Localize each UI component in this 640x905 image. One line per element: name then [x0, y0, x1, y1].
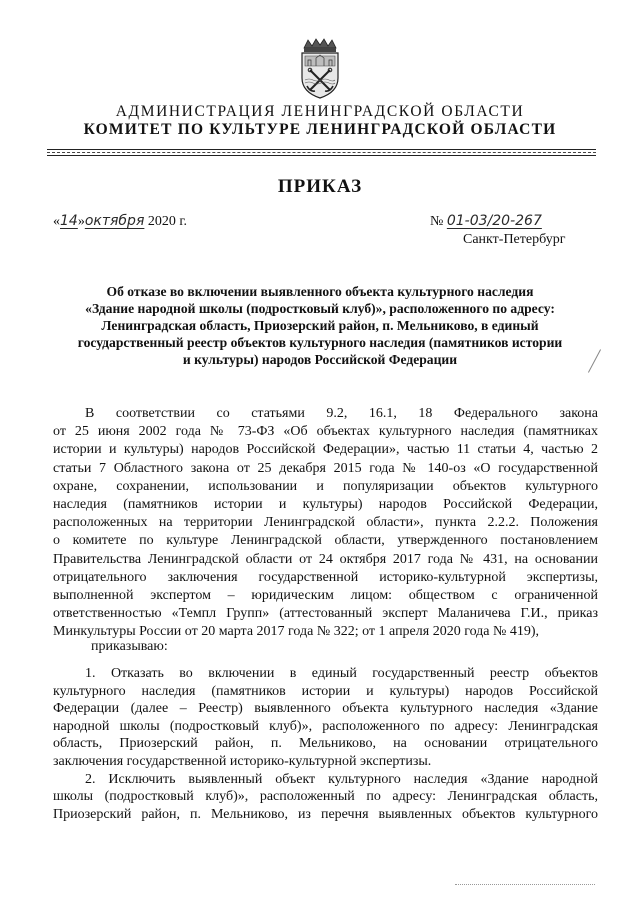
date-open-quote: « — [53, 214, 60, 229]
coat-of-arms-icon — [296, 38, 344, 100]
subject-line: «Здание народной школы (подростковый клуб)», расположенного по адресу: — [85, 301, 555, 316]
text-line: Минкультуры России от 20 марта 2017 года № 322; от 1 апреля 2020 года № 419), — [53, 624, 540, 640]
text-line: народной школы (подростковый клуб)», расположенного по адресу: Ленинградская — [53, 718, 598, 734]
text-line: Приозерский район, п. Мельниково, из перечня выявленных объектов культурного — [53, 806, 598, 822]
text-line: отрицательного заключения государственной историко-культурной экспертизы, — [53, 569, 598, 585]
text-line: Федерации (далее – Реестр) выявленного объекта культурного наследия «Здание — [53, 701, 598, 717]
text-line: школы (подростковый клуб)», расположенный по адресу: Ленинградская область, — [53, 789, 598, 805]
order-word: приказываю: — [91, 639, 168, 654]
header-rule-top — [47, 149, 596, 150]
text-line: наследия (памятников истории и культуры) народов Российской Федерации, — [53, 497, 598, 513]
order-items — [53, 665, 598, 823]
subject-line: Ленинградская область, Приозерский район, п. Мельниково, в единый — [101, 318, 539, 333]
subject-line: и культуры) народов Российской Федерации — [182, 352, 458, 367]
text-line: 2. Исключить выявленный объект культурного наследия «Здание народной — [85, 771, 598, 787]
text-line: статьи 7 Областного закона от 25 декабря 2015 года № 140-оз «О государственной — [53, 460, 598, 476]
text-line: охране, сохранении, использовании и популяризации объектов культурного — [53, 478, 598, 494]
document-number — [430, 213, 542, 230]
text-line: ответственностью «Темпл Групп» (аттестованный эксперт Маланичева Г.И., приказ — [53, 606, 598, 622]
date-year: 2020 г. — [147, 214, 188, 229]
text-line: расположенных на территории Ленинградской области», пункта 2.2.2. Положения — [53, 515, 598, 531]
text-line: область, Приозерский район, п. Мельниково, на основании отрицательного — [53, 736, 598, 752]
header-rule-bottom — [47, 155, 596, 156]
preamble-paragraph — [53, 405, 598, 642]
document-subject — [50, 283, 590, 368]
committee-name: КОМИТЕТ ПО КУЛЬТУРЕ ЛЕНИНГРАДСКОЙ ОБЛАСТИ — [83, 121, 557, 138]
text-line: от 25 июня 2002 года № 73-ФЗ «Об объектах культурного наследия (памятниках — [53, 424, 598, 440]
document-title: ПРИКАЗ — [277, 176, 363, 197]
document-date — [53, 213, 187, 230]
preamble — [53, 405, 598, 642]
text-line: выполненной экспертом – юридическим лицом: обществом с ограниченной — [53, 588, 598, 604]
footer-mark — [455, 884, 595, 885]
subject-line: государственный реестр объектов культурного наследия (памятников истории — [77, 335, 563, 350]
header-rule-middle — [47, 152, 596, 153]
date-close-quote: » — [77, 214, 85, 229]
order-item-1 — [53, 665, 598, 771]
text-line: истории и культуры) народов Российской Федерации», частью 11 статьи 4, частью 2 — [53, 442, 598, 458]
text-line: 1. Отказать во включении в единый государственный реестр объектов — [85, 666, 598, 681]
number-prefix: № — [430, 214, 444, 229]
text-line: Правительства Ленинградской области от 24 октября 2017 года № 431, на основании — [53, 551, 598, 567]
date-day: 14 — [60, 213, 78, 229]
text-line: о комитете по культуре Ленинградской области, утвержденного постановлением — [53, 533, 598, 549]
text-line: В соответствии со статьями 9.2, 16.1, 18 Федерального закона — [85, 406, 598, 421]
text-line: культурного наследия (памятников истории и культуры) народов Российской — [53, 683, 598, 699]
text-line: заключения государственной историко-культурной экспертизы. — [53, 753, 432, 769]
organization-name: АДМИНИСТРАЦИЯ ЛЕНИНГРАДСКОЙ ОБЛАСТИ — [115, 103, 525, 120]
order-item-2 — [53, 771, 598, 824]
number-value: 01-03/20-267 — [446, 213, 542, 229]
date-month: октября — [84, 213, 145, 229]
document-city: Санкт-Петербург — [463, 232, 566, 247]
subject-line: Об отказе во включении выявленного объекта культурного наследия — [106, 284, 534, 299]
